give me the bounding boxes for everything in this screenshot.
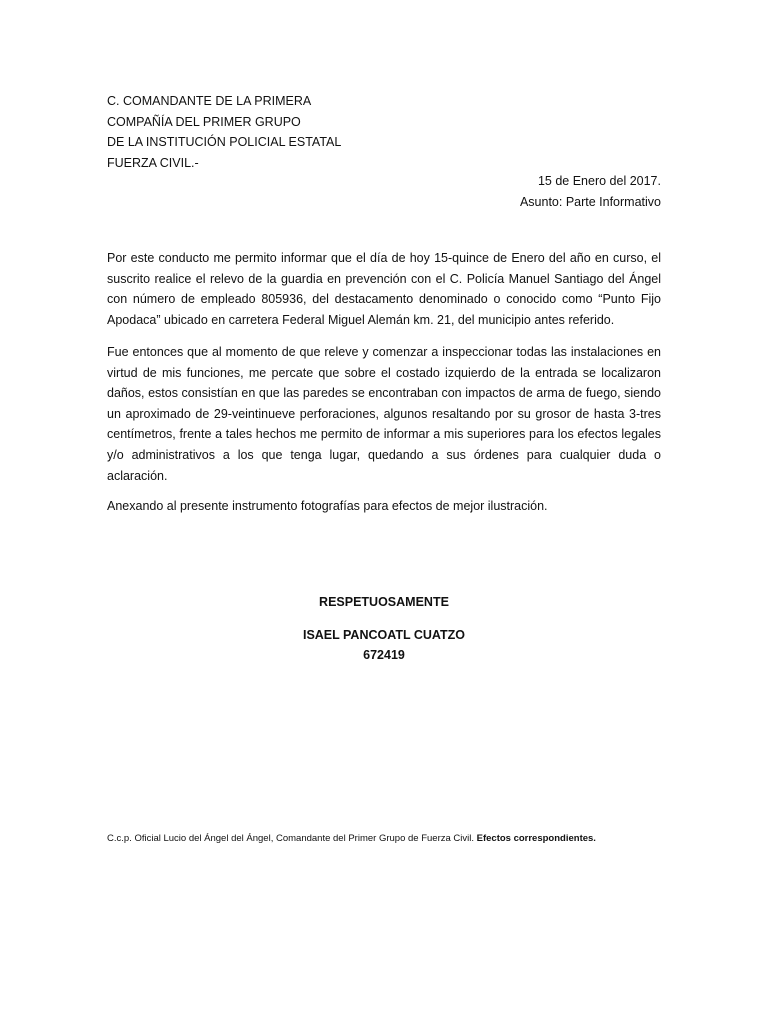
closing-salutation: RESPETUOSAMENTE — [319, 595, 449, 609]
addressee-line: DE LA INSTITUCIÓN POLICIAL ESTATAL — [107, 135, 342, 149]
ccp-line — [107, 833, 596, 844]
letter-date: 15 de Enero del 2017. — [537, 174, 661, 188]
body-paragraph-3: Anexando al presente instrumento fotografías para efectos de mejor ilustración. — [107, 499, 548, 513]
body-paragraph-2: Fue entonces que al momento de que releve y comenzar a inspeccionar todas las instalaciones en virtud de mis funciones, me percate que sobre el costado izquierdo de la entrada se localizaron daños, estos consistían en que las paredes se encontraban con impactos de arma de fuego, siendo un aproximado de 29-veintinueve perforaciones, algunos resaltando por su grosor de hasta 3-tres centímetros, frente a tales hechos me permito de informar a mis superiores para los efectos legales y/o administrativos a los que tenga lugar, quedando a sus órdenes para cualquier duda o aclaración. — [107, 345, 661, 483]
date-subject-block — [520, 171, 661, 213]
letter-subject: Asunto: Parte Informativo — [519, 195, 661, 209]
body-paragraph-1: Por este conducto me permito informar que el día de hoy 15-quince de Enero del año en curso, el suscrito realice el relevo de la guardia en prevención con el C. Policía Manuel Santiago del Ángel con número de empleado 805936, del destacamento denominado o conocido como “Punto Fijo Apodaca” ubicado en carretera Federal Miguel Alemán km. 21, del municipio antes referido. — [107, 251, 661, 327]
signer-name: ISAEL PANCOATL CUATZO — [302, 628, 466, 642]
addressee-block — [107, 91, 341, 173]
addressee-line: C. COMANDANTE DE LA PRIMERA — [107, 94, 312, 108]
addressee-line: COMPAÑÍA DEL PRIMER GRUPO — [107, 114, 301, 129]
signer-id: 672419 — [363, 648, 405, 662]
ccp-bold-text: Efectos correspondientes. — [476, 833, 596, 844]
addressee-line: FUERZA CIVIL.- — [107, 155, 199, 170]
ccp-text: C.c.p. Oficial Lucio del Ángel del Ángel, Comandante del Primer Grupo de Fuerza Civil. — [107, 833, 477, 844]
